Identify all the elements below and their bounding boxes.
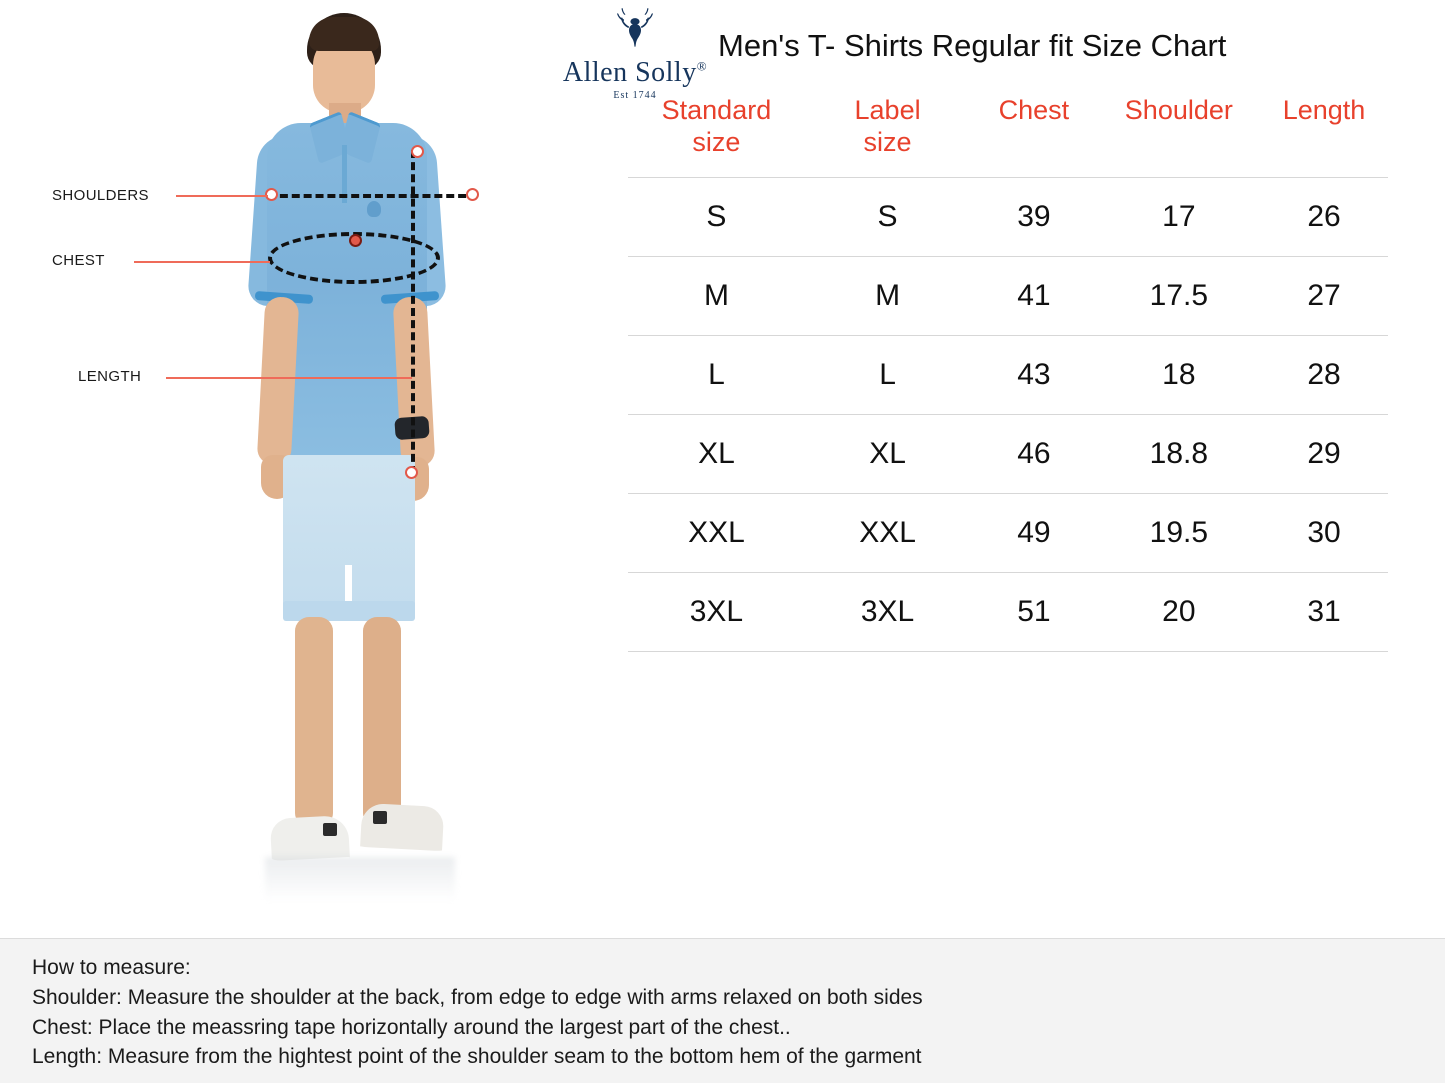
column-header-label-size (805, 95, 970, 177)
cell-shoulder: 17 (1162, 199, 1196, 233)
cell-standard-size: 3XL (689, 594, 744, 628)
cell-standard-size: XL (698, 436, 735, 470)
column-header-shoulder-label: Shoulder (1124, 95, 1233, 125)
table-row (628, 177, 1388, 256)
length-guide-line (411, 150, 415, 474)
table-body (628, 177, 1388, 651)
cell-length: 29 (1307, 436, 1341, 470)
cell-length: 26 (1307, 199, 1341, 233)
table-header-row (628, 95, 1388, 177)
length-node-top (411, 145, 424, 158)
cell-shoulder: 20 (1162, 594, 1196, 628)
annotation-length-label: LENGTH (78, 368, 142, 385)
cell-standard-size: M (703, 278, 729, 312)
cell-standard-size: S (706, 199, 727, 233)
cell-shoulder: 17.5 (1149, 278, 1209, 312)
cell-standard-size: XXL (688, 515, 745, 549)
table-row (628, 335, 1388, 414)
shoe-tab-left (323, 823, 337, 836)
cell-label-size: 3XL (860, 594, 915, 628)
brand-logo (560, 8, 710, 101)
chart-panel (560, 0, 1445, 935)
cell-shoulder: 18 (1162, 357, 1196, 391)
model-photo (245, 5, 535, 905)
cell-chest: 39 (1017, 199, 1051, 233)
length-node-bottom (405, 466, 418, 479)
brand-est: Est 1744 (613, 90, 657, 101)
how-to-measure-length: Length: Measure from the hightest point of the shoulder seam to the bottom hem of the garment (32, 1045, 922, 1069)
cell-standard-size: L (708, 357, 725, 391)
how-to-measure-chest: Chest: Place the meassring tape horizontally around the largest part of the chest.. (32, 1015, 791, 1039)
model-leg-right (363, 617, 401, 827)
cell-label-size: L (879, 357, 896, 391)
shoe-tab-right (373, 811, 387, 824)
cell-chest: 51 (1017, 594, 1051, 628)
annotation-chest-label: CHEST (52, 252, 105, 269)
cell-length: 27 (1307, 278, 1341, 312)
cell-label-size: XL (869, 436, 906, 470)
shoulder-node-right (466, 188, 479, 201)
cell-label-size: M (875, 278, 901, 312)
table-row (628, 572, 1388, 651)
column-header-chest (970, 95, 1097, 177)
size-chart-table (628, 95, 1388, 652)
model-leg-left (295, 617, 333, 827)
chest-node-center (349, 234, 362, 247)
column-header-length (1260, 95, 1388, 177)
brand-registered-mark: ® (696, 58, 708, 74)
model-hair-front (309, 17, 379, 51)
column-header-shoulder (1098, 95, 1260, 177)
how-to-measure-heading: How to measure: (32, 956, 191, 979)
deer-head-icon (605, 8, 665, 50)
cell-length: 31 (1307, 594, 1341, 628)
shoulder-guide-line (268, 194, 478, 198)
annotation-length-leader (166, 377, 412, 379)
floor-reflection (265, 857, 455, 901)
cell-label-size: S (877, 199, 898, 233)
how-to-measure-panel (0, 938, 1445, 1083)
cell-length: 28 (1307, 357, 1341, 391)
annotation-shoulders-label: SHOULDERS (52, 187, 149, 204)
table-row (628, 414, 1388, 493)
table-head (628, 95, 1388, 177)
cell-length: 30 (1307, 515, 1341, 549)
how-to-measure-shoulder: Shoulder: Measure the shoulder at the back, from edge to edge with arms relaxed on both sides (32, 985, 923, 1009)
cell-chest: 43 (1017, 357, 1051, 391)
column-header-label-size-label: Label size (854, 95, 921, 157)
column-header-standard-size (628, 95, 805, 177)
page-title: Men's T- Shirts Regular fit Size Chart (718, 28, 1227, 63)
column-header-chest-label: Chest (998, 95, 1070, 125)
table-row (628, 256, 1388, 335)
annotation-shoulders-leader (176, 195, 268, 197)
table-row (628, 493, 1388, 572)
column-header-standard-size-label: Standard size (661, 95, 772, 157)
cell-chest: 41 (1017, 278, 1051, 312)
annotation-chest-leader (134, 261, 270, 263)
cell-shoulder: 19.5 (1149, 515, 1209, 549)
cell-chest: 46 (1017, 436, 1051, 470)
column-header-length-label: Length (1282, 95, 1366, 125)
cell-chest: 49 (1017, 515, 1051, 549)
measurement-illustration (0, 0, 560, 935)
polo-chest-logo (367, 201, 381, 217)
cell-shoulder: 18.8 (1149, 436, 1209, 470)
brand-name (560, 57, 710, 89)
cell-label-size: XXL (859, 515, 916, 549)
brand-name-text: Allen Solly (562, 57, 697, 88)
